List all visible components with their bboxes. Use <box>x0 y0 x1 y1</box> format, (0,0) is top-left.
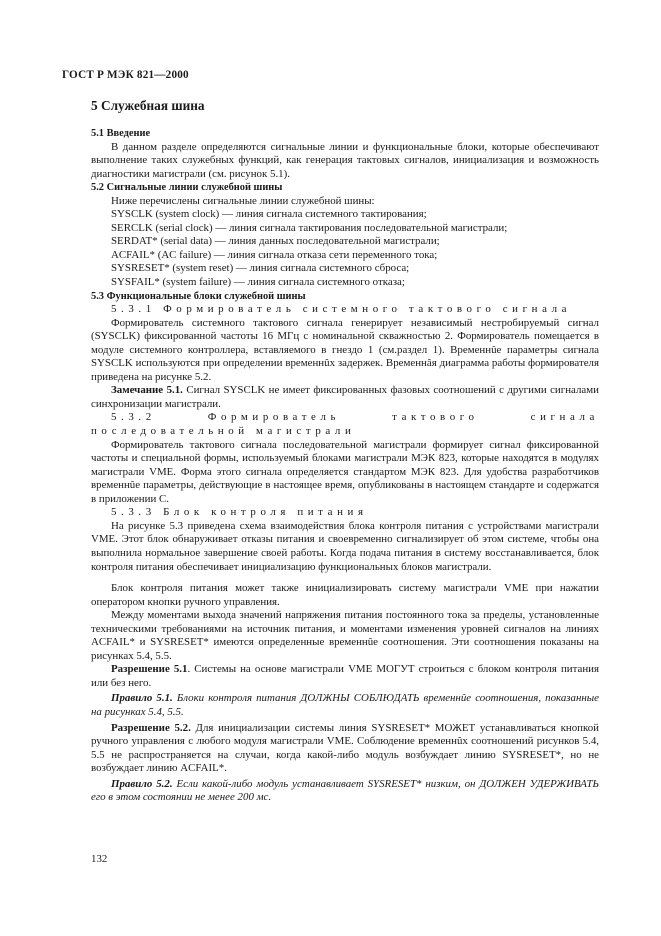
paragraph-5-3-3-a: На рисунке 5.3 приведена схема взаимодействия блока контроля питания с устройствами магистрали VME. Этот блок обнаруживает отказы питания и своевременно сигнализирует об этом системе, чтобы она выполнила нормальное завершение своей работы. Когда подача питания в систему восстанавливается, блок контроля питания обеспечивает инициализацию функциональных блоков магистрали. <box>91 519 599 573</box>
section-title: 5 Служебная шина <box>91 98 205 113</box>
note-label: Замечание 5.1. <box>111 384 183 397</box>
heading-5-3-3: 5.3.3 Блок контроля питания <box>111 506 368 519</box>
subsection-5-2-title: 5.2 Сигнальные линии служебной шины <box>91 182 283 194</box>
rule-label: Правило 5.2. <box>111 777 173 790</box>
permission-label: Разрешение 5.2. <box>111 721 191 734</box>
heading-5-3-1: 5.3.1 Формирователь системного тактового сигнала <box>111 303 572 316</box>
signal-line-item: SYSRESET* (system reset) — линия сигнала системного сброса; <box>111 262 410 275</box>
note-text: Сигнал SYSCLK не имеет фиксированных фазовых соотношений с другими сигналами синхронизации магистрали. <box>91 384 599 410</box>
permission-5-2 <box>91 722 599 776</box>
note-5-1 <box>91 384 599 411</box>
signal-line-item: SERCLK (serial clock) — линия сигнала тактирования последовательной магистрали; <box>111 221 508 234</box>
signal-line-item: SYSFAIL* (system failure) — линия сигнала системного отказа; <box>111 276 405 289</box>
subsection-5-3-title: 5.3 Функциональные блоки служебной шины <box>91 290 306 302</box>
subsection-5-1-title: 5.1 Введение <box>91 128 151 139</box>
permission-5-1 <box>91 663 599 690</box>
rule-5-2 <box>91 778 599 805</box>
paragraph-5-3-1: Формирователь системного тактового сигнала генерирует независимый нестробируемый сигнал (SYSCLK) фиксированной частоты 16 МГц с номинальной скважностью 2. Формирователь помещается в модуле системного контроллера, вставляемого в гнездо 1 (см.раздел 1). Временнûе параметры сигнала SYSCLK используются при определении временнûх задержек. Временнâя диаграмма работы формирователя приведена на рисунке 5.2. <box>91 316 599 383</box>
rule-text: Если какой-либо модуль устанавливает SYSRESET* низким, он ДОЛЖЕН УДЕРЖИВАТЬ его в этом состоянии не менее 200 мс. <box>91 777 599 804</box>
signal-line-item: SERDAT* (serial data) — линия данных последовательной магистрали; <box>111 235 440 248</box>
signal-line-item: SYSCLK (system clock) — линия сигнала системного тактирования; <box>111 208 427 221</box>
paragraph-5-3-2: Формирователь тактового сигнала последовательной магистрали формирует сигнал фиксированной частоты и специальной формы, используемый блоками магистрали МЭК 823, которые находятся в модулях магистрали VME. Форма этого сигнала определяется стандартом МЭК 823. Для удобства разработчиков временнûе параметры, действующие в настоящее время, опубликованы в настоящем стандарте и содержатся в приложении С. <box>91 438 599 505</box>
rule-text: Блоки контроля питания ДОЛЖНЫ СОБЛЮДАТЬ временнûе соотношения, показанные на рисунках 5.4, 5.5. <box>91 692 599 718</box>
paragraph-5-3-3-b: Блок контроля питания может также инициализировать систему магистрали VME при нажатии оператором кнопки ручного управления. <box>91 582 599 608</box>
rule-5-1 <box>91 692 599 719</box>
permission-text: . Системы на основе магистрали VME МОГУТ строиться с блоком контроля питания или без него. <box>91 663 599 689</box>
rule-label: Правило 5.1. <box>111 692 173 705</box>
paragraph-5-3-3-c: Между моментами выхода значений напряжения питания постоянного тока за пределы, установленные техническими требованиями на источник питания, и моментами изменения уровней сигналов на линиях ACFAIL* и SYSRESET* имеются определенные временнûе соотношения. Эти соотношения показаны на рисунках 5.4, 5.5. <box>91 609 599 662</box>
heading-5-3-2: 5.3.2 Формирователь тактового сигнала последовательной магистрали <box>91 411 599 438</box>
signal-line-item: ACFAIL* (AC failure) — линия сигнала отказа сети переменного тока; <box>111 248 438 261</box>
permission-label: Разрешение 5.1 <box>111 663 188 676</box>
permission-text: Для инициализации системы линия SYSRESET* МОЖЕТ устанавливаться кнопкой ручного управления с любого модуля магистрали VME. Соблюдение временнûх соотношений рисунков 5.4, 5.5 не распространяется на случаи, когда какой-либо модуль возбуждает линию SYSRESET*, но не возбуждает линию ACFAIL*. <box>91 721 600 775</box>
page-content <box>91 98 599 805</box>
signal-list-intro: Ниже перечислены сигнальные линии служебной шины: <box>111 194 375 207</box>
document-header: ГОСТ Р МЭК 821—2000 <box>62 69 189 81</box>
subsection-5-1-text: В данном разделе определяются сигнальные линии и функциональные блоки, которые обеспечивают выполнение таких служебных функций, как генерация тактовых сигналов, инициализация и возможность диагностики магистрали (см. рисунок 5.1). <box>91 140 599 180</box>
page-number: 132 <box>91 853 108 865</box>
